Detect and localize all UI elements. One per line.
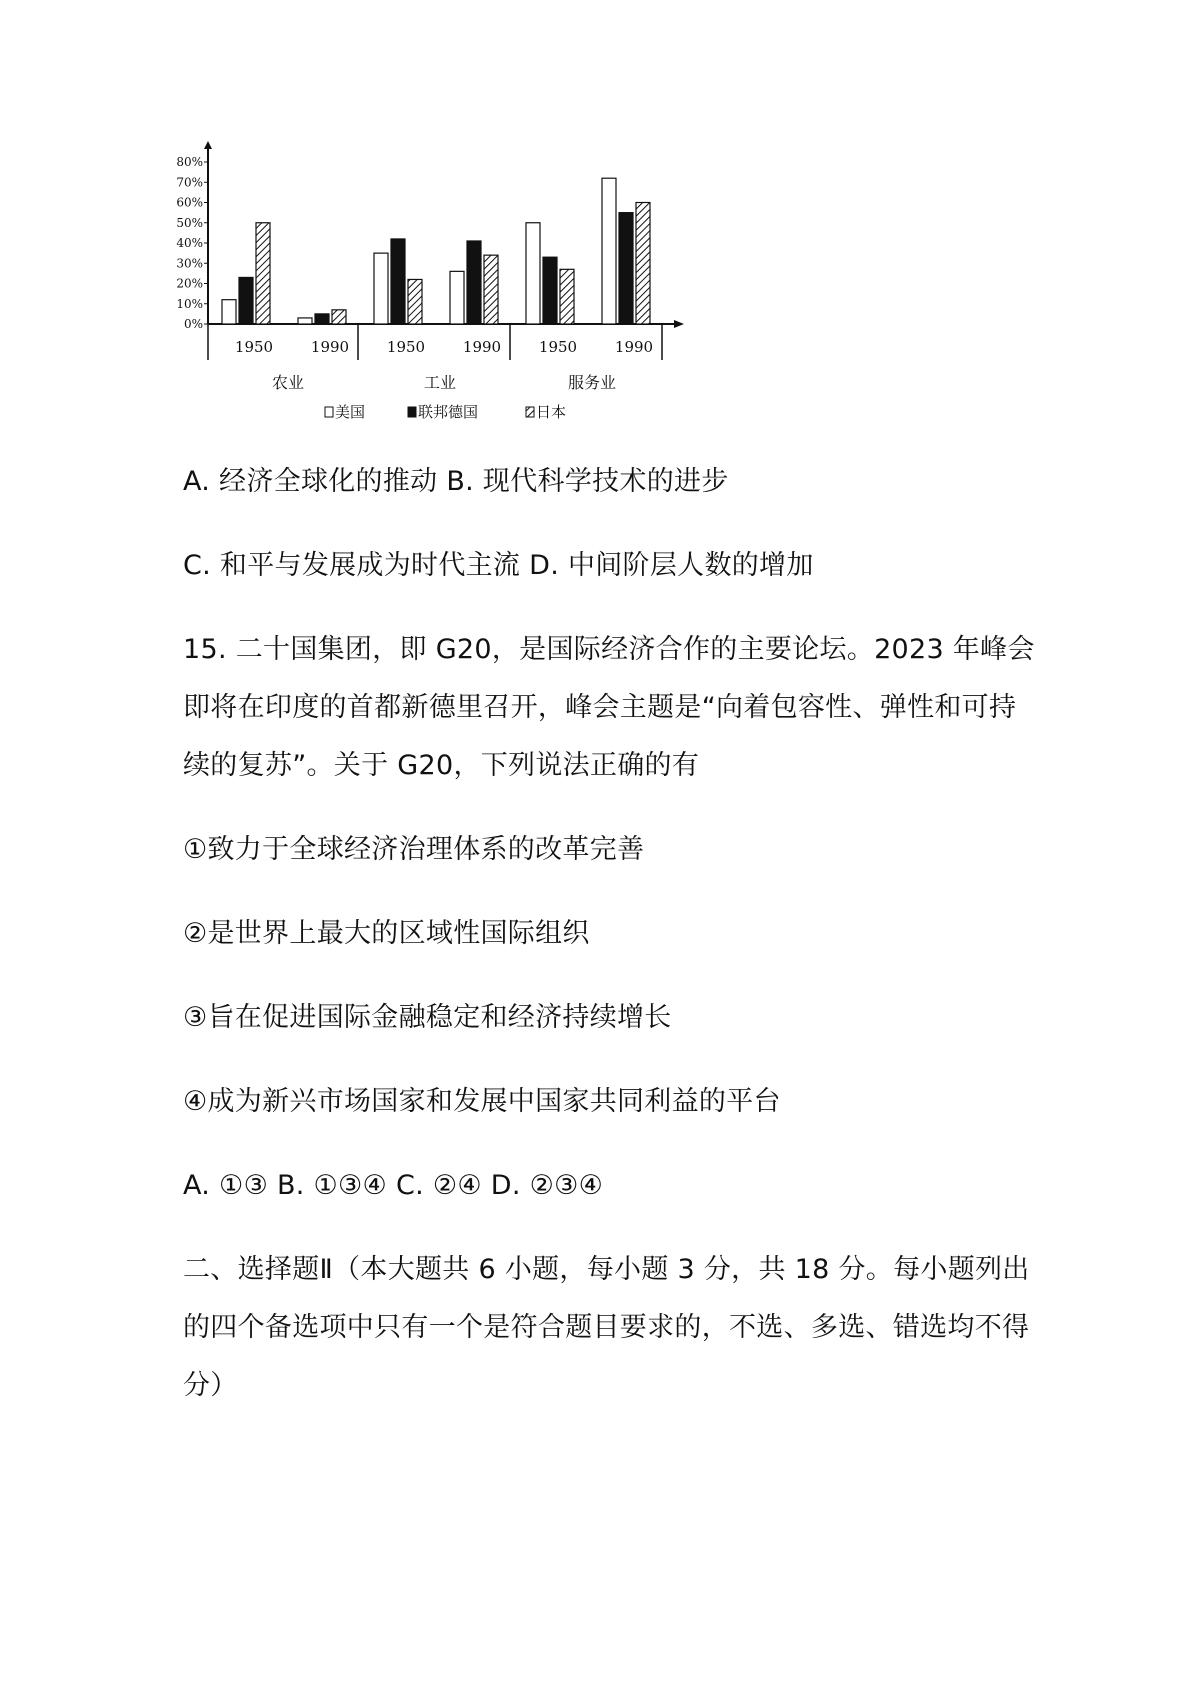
y-tick-label: 60% xyxy=(176,195,203,210)
bar xyxy=(222,300,236,324)
q15-statement-3: ③旨在促进国际金融稳定和经济持续增长 xyxy=(183,1002,672,1033)
section-2-heading-line-3: 分） xyxy=(183,1370,238,1401)
category-label: 1950 xyxy=(386,338,426,356)
legend-swatch xyxy=(325,407,333,417)
bar xyxy=(602,178,616,324)
q15-statement-2: ②是世界上最大的区域性国际组织 xyxy=(183,918,590,949)
q15-statement-1: ①致力于全球经济治理体系的改革完善 xyxy=(183,834,645,865)
group-label: 农业 xyxy=(271,373,305,392)
y-tick-label: 70% xyxy=(176,175,203,190)
q15-stem-line-3: 续的复苏”。关于 G20，下列说法正确的有 xyxy=(183,750,700,781)
x-axis-arrow xyxy=(674,320,684,328)
bar xyxy=(450,271,464,324)
q14-options-cd: C. 和平与发展成为时代主流 D. 中间阶层人数的增加 xyxy=(183,550,814,581)
group-label: 服务业 xyxy=(567,373,617,392)
bar xyxy=(467,241,481,324)
legend-label: 日本 xyxy=(536,403,567,421)
bar xyxy=(636,203,650,325)
q15-statement-4: ④成为新兴市场国家和发展中国家共同利益的平台 xyxy=(183,1086,781,1117)
q14-options-ab: A. 经济全球化的推动 B. 现代科学技术的进步 xyxy=(183,466,729,497)
q15-stem-line-1: 15. 二十国集团，即 G20，是国际经济合作的主要论坛。2023 年峰会 xyxy=(183,634,1035,665)
category-label: 1990 xyxy=(462,338,502,356)
y-tick-label: 50% xyxy=(176,215,203,230)
legend-label: 联邦德国 xyxy=(418,403,479,421)
bar xyxy=(256,223,270,324)
group-label: 工业 xyxy=(423,373,457,392)
category-label: 1950 xyxy=(538,338,578,356)
bar xyxy=(298,318,312,324)
bar xyxy=(239,277,253,324)
employment-bar-chart xyxy=(160,140,700,440)
section-2-heading-line-1: 二、选择题Ⅱ（本大题共 6 小题，每小题 3 分，共 18 分。每小题列出 xyxy=(183,1254,1030,1285)
y-tick-label: 20% xyxy=(176,276,203,291)
bar xyxy=(526,223,540,324)
bar xyxy=(484,255,498,324)
bar xyxy=(332,310,346,324)
category-label: 1950 xyxy=(234,338,274,356)
bar xyxy=(408,279,422,324)
bar xyxy=(374,253,388,324)
y-tick-label: 10% xyxy=(176,296,203,311)
legend-swatch xyxy=(408,407,416,417)
category-label: 1990 xyxy=(310,338,350,356)
legend-label: 美国 xyxy=(335,403,366,421)
section-2-heading-line-2: 的四个备选项中只有一个是符合题目要求的，不选、多选、错选均不得 xyxy=(183,1312,1030,1343)
category-label: 1990 xyxy=(614,338,654,356)
bar xyxy=(619,213,633,324)
legend-swatch xyxy=(526,407,534,417)
bar xyxy=(543,257,557,324)
q15-stem-line-2: 即将在印度的首都新德里召开，峰会主题是“向着包容性、弹性和可持 xyxy=(183,692,1017,723)
bar xyxy=(391,239,405,324)
q15-options: A. ①③ B. ①③④ C. ②④ D. ②③④ xyxy=(183,1170,604,1201)
bar xyxy=(560,269,574,324)
y-tick-label: 0% xyxy=(183,317,203,331)
y-axis-arrow xyxy=(204,141,212,149)
y-tick-label: 30% xyxy=(176,256,203,271)
y-tick-label: 80% xyxy=(176,155,203,169)
bar xyxy=(315,314,329,324)
y-tick-label: 40% xyxy=(176,236,203,250)
